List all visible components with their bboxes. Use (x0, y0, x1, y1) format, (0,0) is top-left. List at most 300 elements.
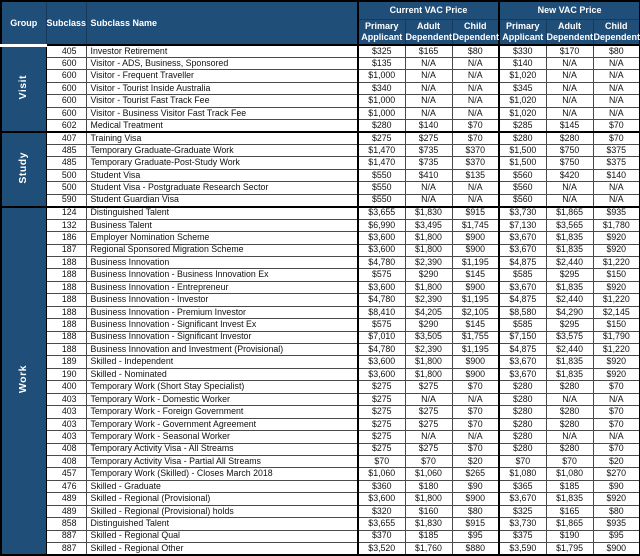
subclass-cell: 600 (46, 95, 86, 107)
table-row (1, 269, 640, 281)
new-adult-cell: $2,440 (546, 256, 593, 268)
new-primary-cell: $3,670 (499, 244, 546, 256)
subclass-cell: 124 (46, 207, 86, 219)
new-adult-cell: N/A (546, 107, 593, 119)
new-primary-cell: $140 (499, 57, 546, 69)
new-adult-cell: $750 (546, 157, 593, 169)
current-primary-cell: $4,780 (358, 294, 405, 306)
new-child-cell: $70 (593, 120, 640, 132)
table-row (1, 344, 640, 356)
subclass-cell: 489 (46, 493, 86, 505)
subclass-name-cell: Skilled - Nominated (86, 368, 358, 380)
new-adult-cell: $295 (546, 269, 593, 281)
subclass-name-cell: Investor Retirement (86, 45, 358, 57)
current-adult-cell: $1,830 (405, 518, 452, 530)
current-child-cell: $20 (452, 455, 499, 467)
new-primary-cell: $4,875 (499, 294, 546, 306)
table-row (1, 219, 640, 231)
current-child-cell: $900 (452, 493, 499, 505)
subclass-name-cell: Skilled - Graduate (86, 480, 358, 492)
new-child-cell: N/A (593, 57, 640, 69)
subclass-cell: 403 (46, 393, 86, 405)
current-child-cell: $1,195 (452, 256, 499, 268)
current-adult-cell: $1,060 (405, 468, 452, 480)
current-primary-cell: $3,655 (358, 518, 405, 530)
current-primary-cell: $4,780 (358, 344, 405, 356)
group-label-text: Visit (16, 75, 29, 100)
table-row (1, 256, 640, 268)
new-child-cell: $920 (593, 244, 640, 256)
subclass-cell: 408 (46, 455, 86, 467)
subclass-cell: 400 (46, 381, 86, 393)
current-adult-cell: $3,495 (405, 219, 452, 231)
new-primary-cell: $560 (499, 169, 546, 181)
subclass-name-cell: Training Visa (86, 132, 358, 144)
table-row (1, 356, 640, 368)
new-child-cell: $920 (593, 356, 640, 368)
new-primary-cell: $280 (499, 381, 546, 393)
new-primary-cell: $325 (499, 505, 546, 517)
subclass-name-cell: Business Innovation - Significant Invest Ex (86, 319, 358, 331)
new-child-cell: $900 (593, 543, 640, 555)
new-primary-cell: $3,670 (499, 281, 546, 293)
new-child-cell: N/A (593, 182, 640, 194)
subclass-cell: 887 (46, 543, 86, 555)
new-child-cell: $70 (593, 381, 640, 393)
new-primary-cell: $1,020 (499, 70, 546, 82)
new-child-cell: $150 (593, 319, 640, 331)
subclass-cell: 186 (46, 232, 86, 244)
current-adult-cell: $275 (405, 406, 452, 418)
subclass-name-cell: Distinguished Talent (86, 518, 358, 530)
subclass-name-cell: Temporary Work - Domestic Worker (86, 393, 358, 405)
subclass-name-cell: Visitor - Business Visitor Fast Track Fee (86, 107, 358, 119)
new-primary-cell: $280 (499, 418, 546, 430)
col-header-group: Group (1, 1, 46, 45)
current-child-cell: N/A (452, 107, 499, 119)
table-row (1, 331, 640, 343)
subclass-cell: 485 (46, 157, 86, 169)
current-adult-cell: $290 (405, 269, 452, 281)
current-child-cell: $900 (452, 281, 499, 293)
table-row (1, 306, 640, 318)
group-label-work (1, 207, 46, 555)
current-primary-cell: $3,655 (358, 207, 405, 219)
table-row (1, 107, 640, 119)
new-primary-cell: $365 (499, 480, 546, 492)
current-primary-cell: $4,780 (358, 256, 405, 268)
current-primary-cell: $1,000 (358, 95, 405, 107)
current-child-cell: N/A (452, 57, 499, 69)
new-adult-cell: $280 (546, 418, 593, 430)
subclass-name-cell: Student Visa (86, 169, 358, 181)
subclass-cell: 500 (46, 169, 86, 181)
group-label-text: Work (16, 365, 29, 394)
table-row (1, 468, 640, 480)
current-child-cell: $265 (452, 468, 499, 480)
table-row (1, 368, 640, 380)
new-primary-cell: $8,580 (499, 306, 546, 318)
table-row (1, 518, 640, 530)
new-adult-cell: $70 (546, 455, 593, 467)
table-row (1, 232, 640, 244)
subclass-name-cell: Visitor - Tourist Fast Track Fee (86, 95, 358, 107)
current-child-cell: $70 (452, 418, 499, 430)
group-label-study (1, 132, 46, 207)
current-primary-cell: $340 (358, 82, 405, 94)
new-adult-cell: $3,575 (546, 331, 593, 343)
current-child-cell: $1,195 (452, 294, 499, 306)
current-primary-cell: $320 (358, 505, 405, 517)
subclass-name-cell: Temporary Work - Government Agreement (86, 418, 358, 430)
current-adult-cell: N/A (405, 431, 452, 443)
new-primary-cell: $4,875 (499, 344, 546, 356)
current-child-cell: N/A (452, 82, 499, 94)
subclass-name-cell: Business Innovation (86, 256, 358, 268)
current-child-cell: $2,105 (452, 306, 499, 318)
subclass-cell: 188 (46, 269, 86, 281)
new-adult-cell: $280 (546, 406, 593, 418)
table-row (1, 505, 640, 517)
subclass-cell: 602 (46, 120, 86, 132)
new-adult-cell: $2,440 (546, 294, 593, 306)
table-row (1, 169, 640, 181)
current-adult-cell: $70 (405, 455, 452, 467)
subclass-name-cell: Skilled - Regional (Provisional) (86, 493, 358, 505)
subclass-name-cell: Business Innovation - Investor (86, 294, 358, 306)
current-primary-cell: $135 (358, 57, 405, 69)
current-adult-cell: $735 (405, 145, 452, 157)
new-adult-cell: $1,865 (546, 518, 593, 530)
current-child-cell: $145 (452, 269, 499, 281)
table-row (1, 207, 640, 219)
current-child-cell: $370 (452, 145, 499, 157)
table-row (1, 381, 640, 393)
subclass-name-cell: Business Innovation - Entrepreneur (86, 281, 358, 293)
subclass-name-cell: Student Visa - Postgraduate Research Sector (86, 182, 358, 194)
new-primary-cell: $3,590 (499, 543, 546, 555)
current-primary-cell: $370 (358, 530, 405, 542)
current-child-cell: $80 (452, 45, 499, 57)
subclass-name-cell: Business Talent (86, 219, 358, 231)
current-adult-cell: $185 (405, 530, 452, 542)
new-child-cell: $270 (593, 468, 640, 480)
current-primary-cell: $3,600 (358, 232, 405, 244)
current-primary-cell: $3,600 (358, 244, 405, 256)
table-row (1, 543, 640, 555)
current-adult-cell: $1,800 (405, 232, 452, 244)
table-row (1, 57, 640, 69)
new-adult-cell: N/A (546, 95, 593, 107)
new-child-cell: N/A (593, 70, 640, 82)
new-child-cell: $140 (593, 169, 640, 181)
new-adult-cell: N/A (546, 431, 593, 443)
subclass-name-cell: Visitor - Frequent Traveller (86, 70, 358, 82)
current-primary-cell: $360 (358, 480, 405, 492)
current-primary-cell: $1,000 (358, 107, 405, 119)
subclass-cell: 188 (46, 294, 86, 306)
new-child-cell: $1,220 (593, 256, 640, 268)
table-row (1, 418, 640, 430)
new-adult-cell: $1,835 (546, 281, 593, 293)
subclass-cell: 600 (46, 70, 86, 82)
current-primary-cell: $6,990 (358, 219, 405, 231)
current-adult-cell: $1,800 (405, 244, 452, 256)
col-header-current-child: Child Dependent (452, 19, 499, 45)
current-adult-cell: $290 (405, 319, 452, 331)
current-adult-cell: N/A (405, 393, 452, 405)
current-adult-cell: $275 (405, 418, 452, 430)
current-child-cell: $80 (452, 505, 499, 517)
col-header-new-child: Child Dependent (593, 19, 640, 45)
new-adult-cell: $280 (546, 132, 593, 144)
current-primary-cell: $7,010 (358, 331, 405, 343)
table-row (1, 182, 640, 194)
new-child-cell: $70 (593, 443, 640, 455)
subclass-cell: 188 (46, 256, 86, 268)
current-child-cell: $70 (452, 132, 499, 144)
new-adult-cell: N/A (546, 57, 593, 69)
new-adult-cell: N/A (546, 182, 593, 194)
current-primary-cell: $275 (358, 381, 405, 393)
current-primary-cell: $575 (358, 269, 405, 281)
new-primary-cell: $1,020 (499, 107, 546, 119)
subclass-name-cell: Student Guardian Visa (86, 194, 358, 206)
current-child-cell: $70 (452, 443, 499, 455)
new-primary-cell: $330 (499, 45, 546, 57)
subclass-name-cell: Business Innovation - Premium Investor (86, 306, 358, 318)
current-adult-cell: $2,390 (405, 344, 452, 356)
new-adult-cell: $750 (546, 145, 593, 157)
current-child-cell: $1,745 (452, 219, 499, 231)
current-child-cell: N/A (452, 194, 499, 206)
table-row (1, 294, 640, 306)
subclass-cell: 132 (46, 219, 86, 231)
new-child-cell: $80 (593, 45, 640, 57)
new-child-cell: N/A (593, 82, 640, 94)
current-child-cell: $70 (452, 120, 499, 132)
table-row (1, 145, 640, 157)
current-adult-cell: $735 (405, 157, 452, 169)
current-child-cell: $915 (452, 518, 499, 530)
current-child-cell: $70 (452, 381, 499, 393)
current-child-cell: $145 (452, 319, 499, 331)
new-primary-cell: $560 (499, 194, 546, 206)
current-adult-cell: $1,800 (405, 356, 452, 368)
new-primary-cell: $3,670 (499, 368, 546, 380)
col-header-current-adult: Adult Dependent (405, 19, 452, 45)
current-child-cell: $95 (452, 530, 499, 542)
current-adult-cell: $275 (405, 443, 452, 455)
new-child-cell: $920 (593, 232, 640, 244)
table-row (1, 157, 640, 169)
new-child-cell: $150 (593, 269, 640, 281)
current-adult-cell: N/A (405, 182, 452, 194)
subclass-name-cell: Visitor - ADS, Business, Sponsored (86, 57, 358, 69)
subclass-cell: 600 (46, 107, 86, 119)
new-primary-cell: $280 (499, 132, 546, 144)
new-adult-cell: $420 (546, 169, 593, 181)
current-primary-cell: $1,470 (358, 157, 405, 169)
table-row (1, 194, 640, 206)
subclass-name-cell: Visitor - Tourist Inside Australia (86, 82, 358, 94)
new-adult-cell: $185 (546, 480, 593, 492)
new-child-cell: $1,220 (593, 294, 640, 306)
new-primary-cell: $7,130 (499, 219, 546, 231)
current-primary-cell: $550 (358, 169, 405, 181)
current-child-cell: N/A (452, 182, 499, 194)
new-adult-cell: $1,835 (546, 356, 593, 368)
new-primary-cell: $3,670 (499, 493, 546, 505)
subclass-cell: 457 (46, 468, 86, 480)
new-adult-cell: $145 (546, 120, 593, 132)
table-row (1, 431, 640, 443)
subclass-name-cell: Skilled - Regional (Provisional) holds (86, 505, 358, 517)
current-adult-cell: $180 (405, 480, 452, 492)
new-adult-cell: $1,865 (546, 207, 593, 219)
new-child-cell: $2,145 (593, 306, 640, 318)
current-primary-cell: $1,470 (358, 145, 405, 157)
table-row (1, 319, 640, 331)
new-adult-cell: $280 (546, 381, 593, 393)
subclass-cell: 403 (46, 431, 86, 443)
current-child-cell: N/A (452, 393, 499, 405)
current-adult-cell: $1,800 (405, 368, 452, 380)
table-row (1, 244, 640, 256)
table-row (1, 70, 640, 82)
subclass-name-cell: Regional Sponsored Migration Scheme (86, 244, 358, 256)
subclass-cell: 408 (46, 443, 86, 455)
current-primary-cell: $3,600 (358, 368, 405, 380)
current-adult-cell: N/A (405, 70, 452, 82)
table-row (1, 455, 640, 467)
new-adult-cell: $190 (546, 530, 593, 542)
current-adult-cell: $4,205 (405, 306, 452, 318)
subclass-name-cell: Skilled - Regional Qual (86, 530, 358, 542)
new-child-cell: $70 (593, 132, 640, 144)
current-primary-cell: $3,600 (358, 281, 405, 293)
current-child-cell: $900 (452, 244, 499, 256)
subclass-name-cell: Distinguished Talent (86, 207, 358, 219)
current-adult-cell: $410 (405, 169, 452, 181)
current-primary-cell: $3,600 (358, 493, 405, 505)
current-primary-cell: $275 (358, 431, 405, 443)
new-primary-cell: $3,670 (499, 356, 546, 368)
new-primary-cell: $280 (499, 431, 546, 443)
new-primary-cell: $375 (499, 530, 546, 542)
table-row (1, 95, 640, 107)
current-adult-cell: $165 (405, 45, 452, 57)
current-child-cell: $135 (452, 169, 499, 181)
new-adult-cell: $1,080 (546, 468, 593, 480)
subclass-cell: 600 (46, 57, 86, 69)
current-child-cell: $1,755 (452, 331, 499, 343)
current-primary-cell: $280 (358, 120, 405, 132)
current-adult-cell: $275 (405, 132, 452, 144)
current-child-cell: $900 (452, 356, 499, 368)
new-primary-cell: $585 (499, 319, 546, 331)
current-primary-cell: $550 (358, 182, 405, 194)
new-adult-cell: N/A (546, 393, 593, 405)
new-child-cell: $1,790 (593, 331, 640, 343)
current-child-cell: N/A (452, 70, 499, 82)
new-adult-cell: N/A (546, 70, 593, 82)
subclass-cell: 405 (46, 45, 86, 57)
current-adult-cell: N/A (405, 57, 452, 69)
subclass-cell: 189 (46, 356, 86, 368)
table-row (1, 406, 640, 418)
current-adult-cell: N/A (405, 107, 452, 119)
new-child-cell: N/A (593, 431, 640, 443)
new-adult-cell: $295 (546, 319, 593, 331)
table-row (1, 45, 640, 57)
new-child-cell: $920 (593, 368, 640, 380)
new-primary-cell: $280 (499, 406, 546, 418)
subclass-cell: 600 (46, 82, 86, 94)
new-adult-cell: N/A (546, 194, 593, 206)
current-primary-cell: $275 (358, 406, 405, 418)
current-primary-cell: $1,000 (358, 70, 405, 82)
current-adult-cell: $3,505 (405, 331, 452, 343)
table-row (1, 480, 640, 492)
new-child-cell: $90 (593, 480, 640, 492)
current-primary-cell: $275 (358, 443, 405, 455)
new-primary-cell: $7,150 (499, 331, 546, 343)
new-child-cell: $20 (593, 455, 640, 467)
subclass-cell: 489 (46, 505, 86, 517)
current-child-cell: N/A (452, 95, 499, 107)
new-child-cell: N/A (593, 95, 640, 107)
current-child-cell: $880 (452, 543, 499, 555)
new-primary-cell: $280 (499, 443, 546, 455)
new-child-cell: $70 (593, 418, 640, 430)
current-child-cell: $900 (452, 232, 499, 244)
new-primary-cell: $1,500 (499, 157, 546, 169)
new-primary-cell: $585 (499, 269, 546, 281)
current-primary-cell: $275 (358, 132, 405, 144)
table-row (1, 530, 640, 542)
new-primary-cell: $3,670 (499, 232, 546, 244)
subclass-name-cell: Temporary Work - Foreign Government (86, 406, 358, 418)
new-child-cell: $935 (593, 518, 640, 530)
current-primary-cell: $1,060 (358, 468, 405, 480)
table-row (1, 281, 640, 293)
subclass-cell: 188 (46, 306, 86, 318)
subclass-name-cell: Temporary Activity Visa - All Streams (86, 443, 358, 455)
new-child-cell: $375 (593, 145, 640, 157)
subclass-name-cell: Temporary Graduate-Graduate Work (86, 145, 358, 157)
current-adult-cell: N/A (405, 194, 452, 206)
new-adult-cell: $1,835 (546, 493, 593, 505)
subclass-cell: 403 (46, 418, 86, 430)
table-row (1, 82, 640, 94)
new-adult-cell: $1,835 (546, 368, 593, 380)
current-primary-cell: $8,410 (358, 306, 405, 318)
current-child-cell: $370 (452, 157, 499, 169)
new-primary-cell: $1,500 (499, 145, 546, 157)
subclass-cell: 485 (46, 145, 86, 157)
col-header-new-vac: New VAC Price (499, 1, 640, 19)
new-adult-cell: $3,565 (546, 219, 593, 231)
subclass-name-cell: Business Innovation - Significant Investor (86, 331, 358, 343)
subclass-cell: 187 (46, 244, 86, 256)
subclass-name-cell: Business Innovation and Investment (Provisional) (86, 344, 358, 356)
group-label-text: Study (16, 152, 29, 184)
current-primary-cell: $275 (358, 393, 405, 405)
col-header-subclass-name: Subclass Name (86, 1, 358, 45)
subclass-name-cell: Medical Treatment (86, 120, 358, 132)
subclass-cell: 188 (46, 319, 86, 331)
